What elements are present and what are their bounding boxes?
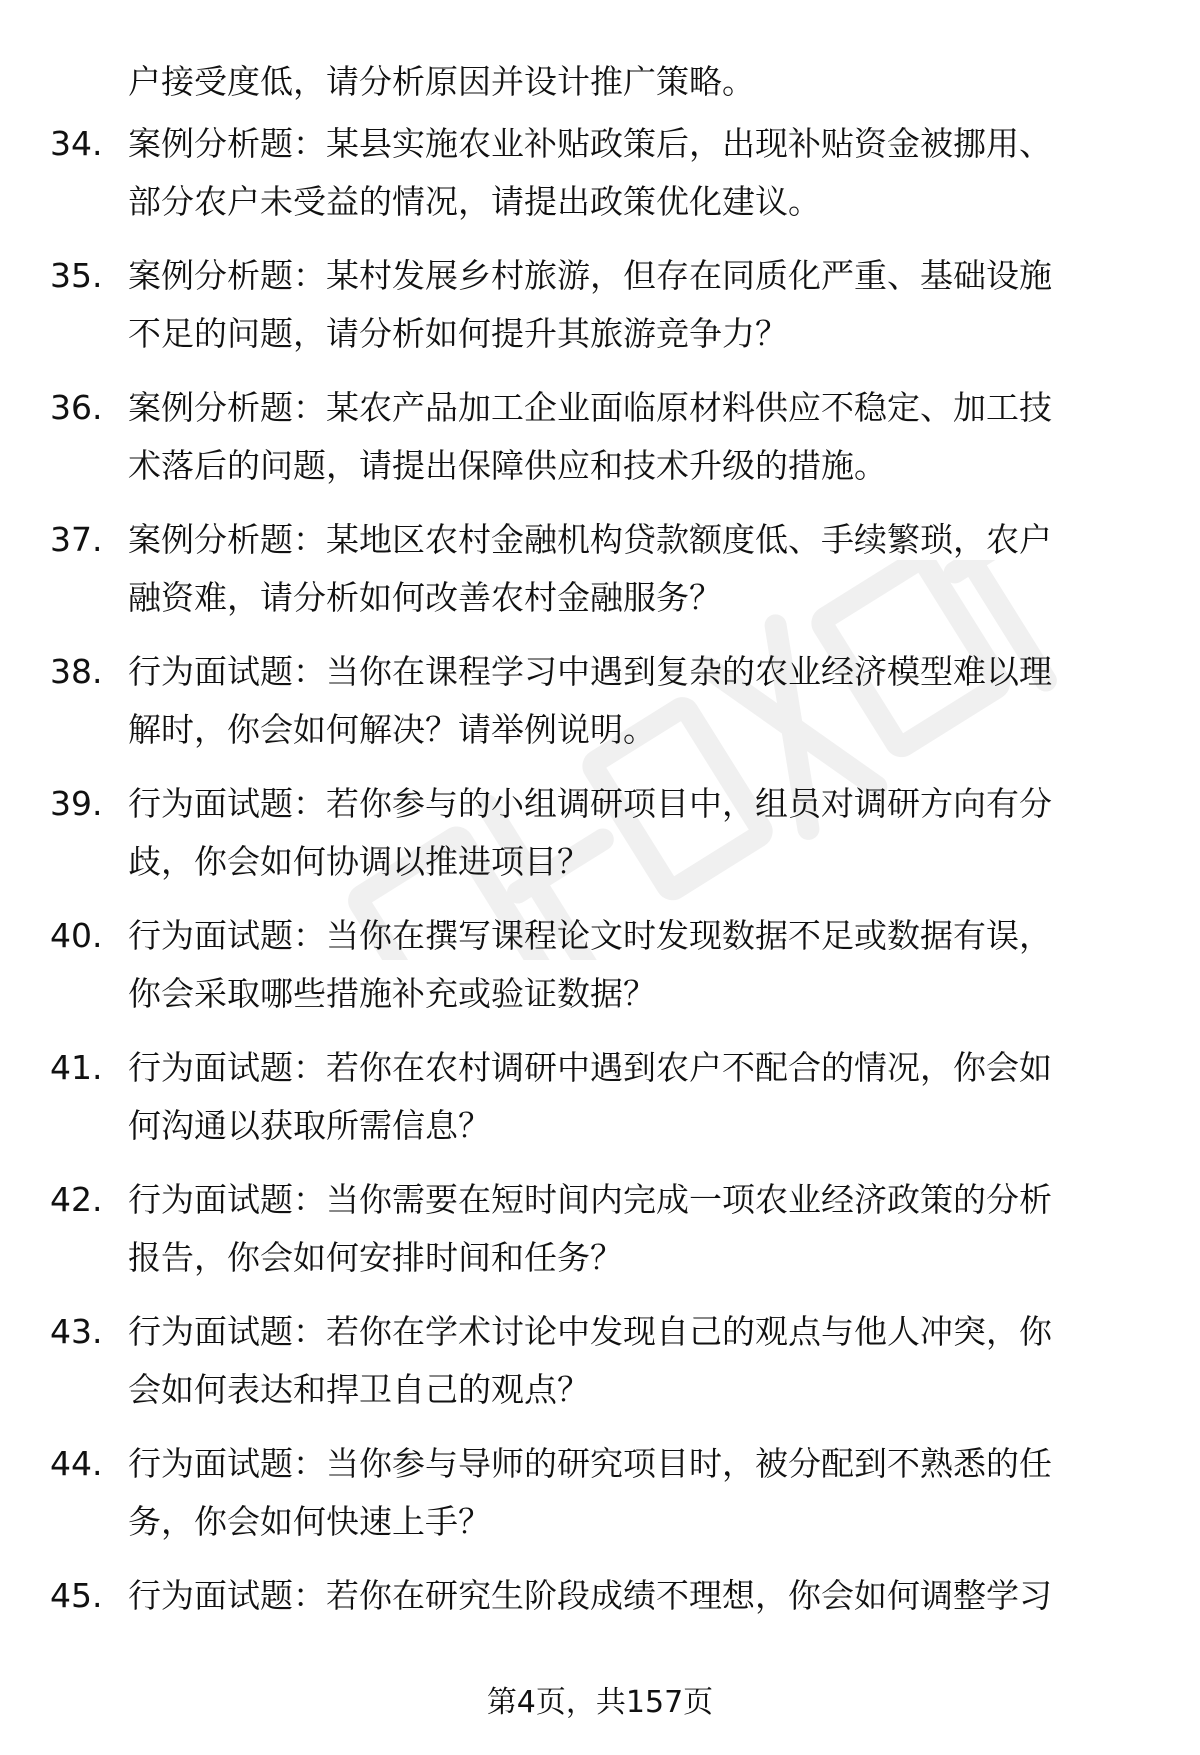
question-item [0,120,1200,252]
question-text-line: 不足的问题，请分析如何提升其旅游竞争力？ [128,314,788,353]
question-item [0,1308,1200,1440]
continuation-text: 户接受度低，请分析原因并设计推广策略。 [128,62,755,101]
question-text-line: 会如何表达和捍卫自己的观点？ [128,1370,590,1409]
question-list [0,120,1200,1704]
question-number: 45. [50,1576,103,1615]
question-text-line: 案例分析题：某县实施农业补贴政策后，出现补贴资金被挪用、 [128,124,1052,163]
question-number: 34. [50,124,103,163]
question-number: 41. [50,1048,103,1087]
question-number: 38. [50,652,103,691]
question-item [0,384,1200,516]
question-item [0,648,1200,780]
question-text-line: 行为面试题：当你需要在短时间内完成一项农业经济政策的分析 [128,1180,1052,1219]
question-text-line: 案例分析题：某农产品加工企业面临原材料供应不稳定、加工技 [128,388,1052,427]
question-number: 42. [50,1180,103,1219]
question-text-line: 案例分析题：某地区农村金融机构贷款额度低、手续繁琐，农户 [128,520,1052,559]
question-number: 43. [50,1312,103,1351]
question-number: 36. [50,388,103,427]
question-text-line: 行为面试题：若你在农村调研中遇到农户不配合的情况，你会如 [128,1048,1052,1087]
question-text-line: 术落后的问题，请提出保障供应和技术升级的措施。 [128,446,887,485]
question-number: 40. [50,916,103,955]
question-text-line: 何沟通以获取所需信息？ [128,1106,491,1145]
question-text-line: 行为面试题：若你参与的小组调研项目中，组员对调研方向有分 [128,784,1052,823]
question-text-line: 务，你会如何快速上手？ [128,1502,491,1541]
question-item [0,1440,1200,1572]
question-text-line: 案例分析题：某村发展乡村旅游，但存在同质化严重、基础设施 [128,256,1052,295]
question-text-line: 行为面试题：当你参与导师的研究项目时，被分配到不熟悉的任 [128,1444,1052,1483]
question-text-line: 融资难，请分析如何改善农村金融服务？ [128,578,722,617]
question-text-line: 行为面试题：若你在学术讨论中发现自己的观点与他人冲突，你 [128,1312,1052,1351]
question-text-line: 解时，你会如何解决？请举例说明。 [128,710,656,749]
question-item [0,1176,1200,1308]
question-text-line: 报告，你会如何安排时间和任务？ [128,1238,623,1277]
question-item [0,516,1200,648]
question-item [0,912,1200,1044]
question-text-line: 歧，你会如何协调以推进项目？ [128,842,590,881]
question-item [0,1044,1200,1176]
question-text-line: 部分农户未受益的情况，请提出政策优化建议。 [128,182,821,221]
question-number: 39. [50,784,103,823]
question-text-line: 行为面试题：当你在课程学习中遇到复杂的农业经济模型难以理 [128,652,1052,691]
question-text-line: 你会采取哪些措施补充或验证数据？ [128,974,656,1013]
question-text-line: 行为面试题：若你在研究生阶段成绩不理想，你会如何调整学习 [128,1576,1052,1615]
question-number: 37. [50,520,103,559]
question-number: 35. [50,256,103,295]
page-indicator: 第4页，共157页 [486,1685,714,1720]
question-number: 44. [50,1444,103,1483]
question-item [0,780,1200,912]
question-item [0,252,1200,384]
question-text-line: 行为面试题：当你在撰写课程论文时发现数据不足或数据有误， [128,916,1052,955]
